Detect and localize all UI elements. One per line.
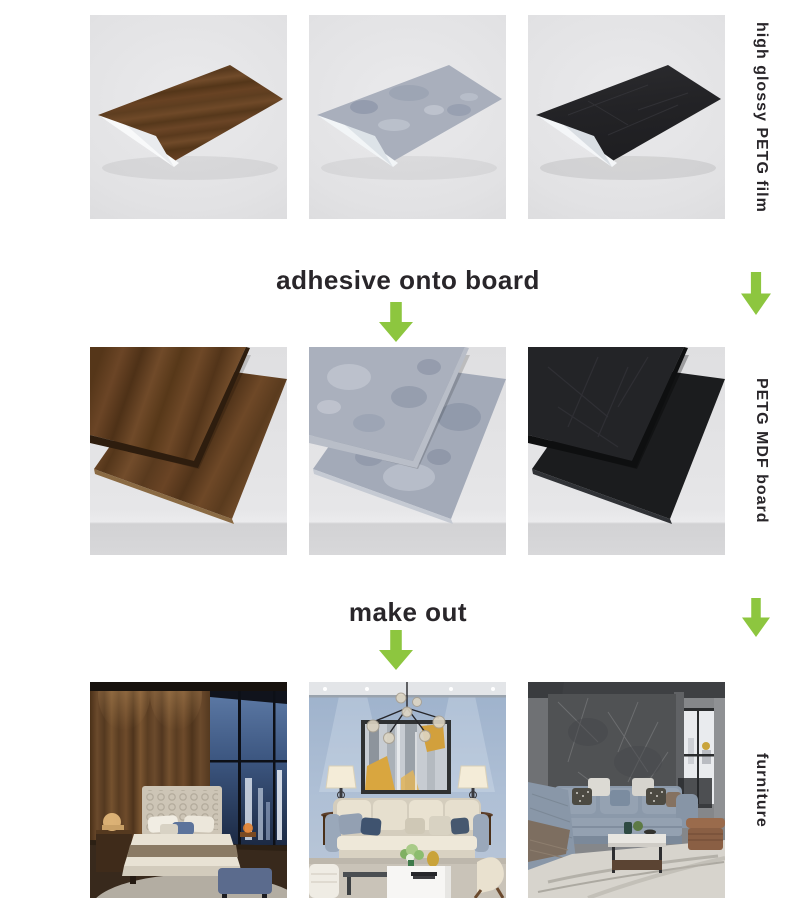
side-label-film: high glossy PETG film <box>753 21 770 213</box>
cement-board-illustration <box>309 347 506 555</box>
cement-film-illustration <box>309 15 506 219</box>
caption-make-out: make out <box>348 597 468 627</box>
down-arrow-icon <box>742 598 770 637</box>
furniture-tile-living-room <box>309 682 506 898</box>
walnut-film-illustration <box>90 15 287 219</box>
film-tile-black <box>528 15 725 219</box>
board-tile-walnut <box>90 347 287 555</box>
side-label-board: PETG MDF board <box>753 378 770 524</box>
down-arrow-icon <box>741 272 771 315</box>
board-tile-black <box>528 347 725 555</box>
film-tile-cement <box>309 15 506 219</box>
living-room-illustration <box>309 682 506 898</box>
walnut-board-illustration <box>90 347 287 555</box>
grey-living-room-illustration <box>528 682 725 898</box>
furniture-tile-grey-living-room <box>528 682 725 898</box>
board-tile-cement <box>309 347 506 555</box>
furniture-tile-bedroom <box>90 682 287 898</box>
black-film-illustration <box>528 15 725 219</box>
side-label-furniture: furniture <box>753 752 770 828</box>
down-arrow-icon <box>379 302 413 342</box>
film-tile-walnut <box>90 15 287 219</box>
caption-adhesive-onto-board: adhesive onto board <box>276 265 540 295</box>
black-board-illustration <box>528 347 725 555</box>
down-arrow-icon <box>379 630 413 670</box>
bedroom-illustration <box>90 682 287 898</box>
